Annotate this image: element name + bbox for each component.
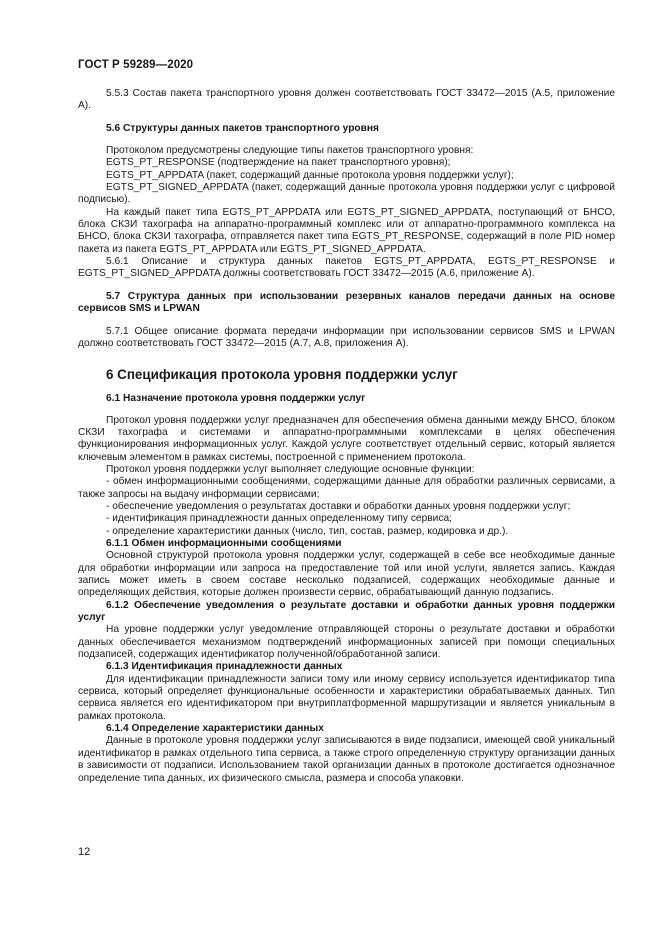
clause-6-1-3: Для идентификации принадлежности записи тому или иному сервису используется идентификатор типа сервиса, который определяет функциональные особенности и характеристики обрабатываемых данных. Тип сервиса является его идентификатором при внутриплатформенной маршрутизации и является уникальным в рамках протокола. [78,673,615,722]
heading-6-1: 6.1 Назначение протокола уровня поддержки услуг [106,393,366,405]
clause-6-1-2: На уровне поддержки услуг уведомление отправляющей стороны о результате доставки и обработки данных обеспечивается механизмом подтверждений информационных записей при помощи специальных подзаписей, содержащих идентификатор полученной/обработанной записи. [78,624,615,661]
heading-5-7: 5.7 Структура данных при использовании резервных каналов передачи данных на основе сервисов SMS и LPWAN [78,290,615,315]
heading-6-1-4: 6.1.4 Определение характеристики данных [106,723,324,735]
packet-type-signed: EGTS_PT_SIGNED_APPDATA (пакет, содержащий данные протокола уровня поддержки услуг с цифровой подписью). [78,182,615,206]
packet-type-response: EGTS_PT_RESPONSE (подтверждение на пакет транспортного уровня); [106,157,451,169]
clause-5-6-each: На каждый пакет типа EGTS_PT_APPDATA или EGTS_PT_SIGNED_APPDATA, поступающий от БНСО, блока СКЗИ тахографа на аппаратно-программный комплекс или от аппаратно-программного комплекса на БНСО, блока СКЗИ тахографа, отправляется пакет типа EGTS_PT_RESPONSE, содержащий в поле PID номер пакета из пакета EGTS_PT_APPDATA или EGTS_PT_SIGNED_APPDATA. [78,206,615,255]
list-item: - обеспечение уведомления о результатах доставки и обработки данных уровня поддержки услуг; [106,500,571,512]
clause-5-7-1: 5.7.1 Общее описание формата передачи информации при использовании сервисов SMS и LPWAN должно соответствовать ГОСТ 33472—2015 (А.7, А.8, приложения А). [78,325,615,349]
page-number: 12 [78,846,91,858]
heading-5-6: 5.6 Структуры данных пакетов транспортного уровня [106,122,380,134]
clause-6-1-1: Основной структурой протокола уровня поддержки услуг, содержащей в себе все необходимые данные для обработки информации или запроса на предоставление той или иной услуги, является запись. Каждая запись может иметь в своем составе несколько подзаписей, содержащих необходимые данные и определяющих действия, которые должен произвести сервис, обрабатывающий данную подзапись. [78,550,615,599]
heading-section-6: 6 Спецификация протокола уровня поддержки услуг [106,367,458,383]
heading-6-1-1: 6.1.1 Обмен информационными сообщениями [106,537,342,549]
clause-6-1-4: Данные в протоколе уровня поддержки услуг записываются в виде подзаписи, имеющей свой уникальный идентификатор в рамках отдельного типа сервиса, а также строго определенную структуру организации данных в зависимости от подзаписи. Использованием такой организации данных в протоколе достигается однозначное определение типа данных, их физического смысла, размера и способа упаковки. [78,735,615,784]
clause-6-1-a: Протокол уровня поддержки услуг предназначен для обеспечения обмена данными между БНСО, блоком СКЗИ тахографа и системами и аппаратно-программными комплексами в целях обеспечения функционирования информационных услуг. Каждой услуге соответствует отдельный сервис, который является ключевым элементом в рамках системы, построенной с применением протокола. [78,414,615,463]
list-item: - идентификация принадлежности данных определенному типу сервиса; [106,513,452,525]
page-header-standard: ГОСТ Р 59289—2020 [78,59,194,71]
document-body [78,88,615,785]
clause-5-5-3: 5.5.3 Состав пакета транспортного уровня должен соответствовать ГОСТ 33472—2015 (А.5, приложение А). [78,88,615,112]
clause-6-1-b: Протокол уровня поддержки услуг выполняет следующие основные функции: [106,463,475,475]
heading-6-1-2: 6.1.2 Обеспечение уведомления о результате доставки и обработки данных уровня поддержки услуг [78,599,615,624]
packet-type-appdata: EGTS_PT_APPDATA (пакет, содержащий данные протокола уровня поддержки услуг); [106,169,514,181]
list-item: - определение характеристики данных (число, тип, состав, размер, кодировка и др.). [106,525,509,537]
heading-6-1-3: 6.1.3 Идентификация принадлежности данных [106,661,343,673]
list-item: - обмен информационными сообщениями, содержащими данные для обработки различных сервисами, а также запросы на выдачу информации сервисами; [78,476,615,500]
clause-5-6-1: 5.6.1 Описание и структура данных пакетов EGTS_PT_APPDATA, EGTS_PT_RESPONSE и EGTS_PT_SIGNED_APPDATA должны соответствовать ГОСТ 33472—2015 (А.6, приложение А). [78,256,615,280]
clause-5-6-intro: Протоколом предусмотрены следующие типы пакетов транспортного уровня: [106,145,474,157]
